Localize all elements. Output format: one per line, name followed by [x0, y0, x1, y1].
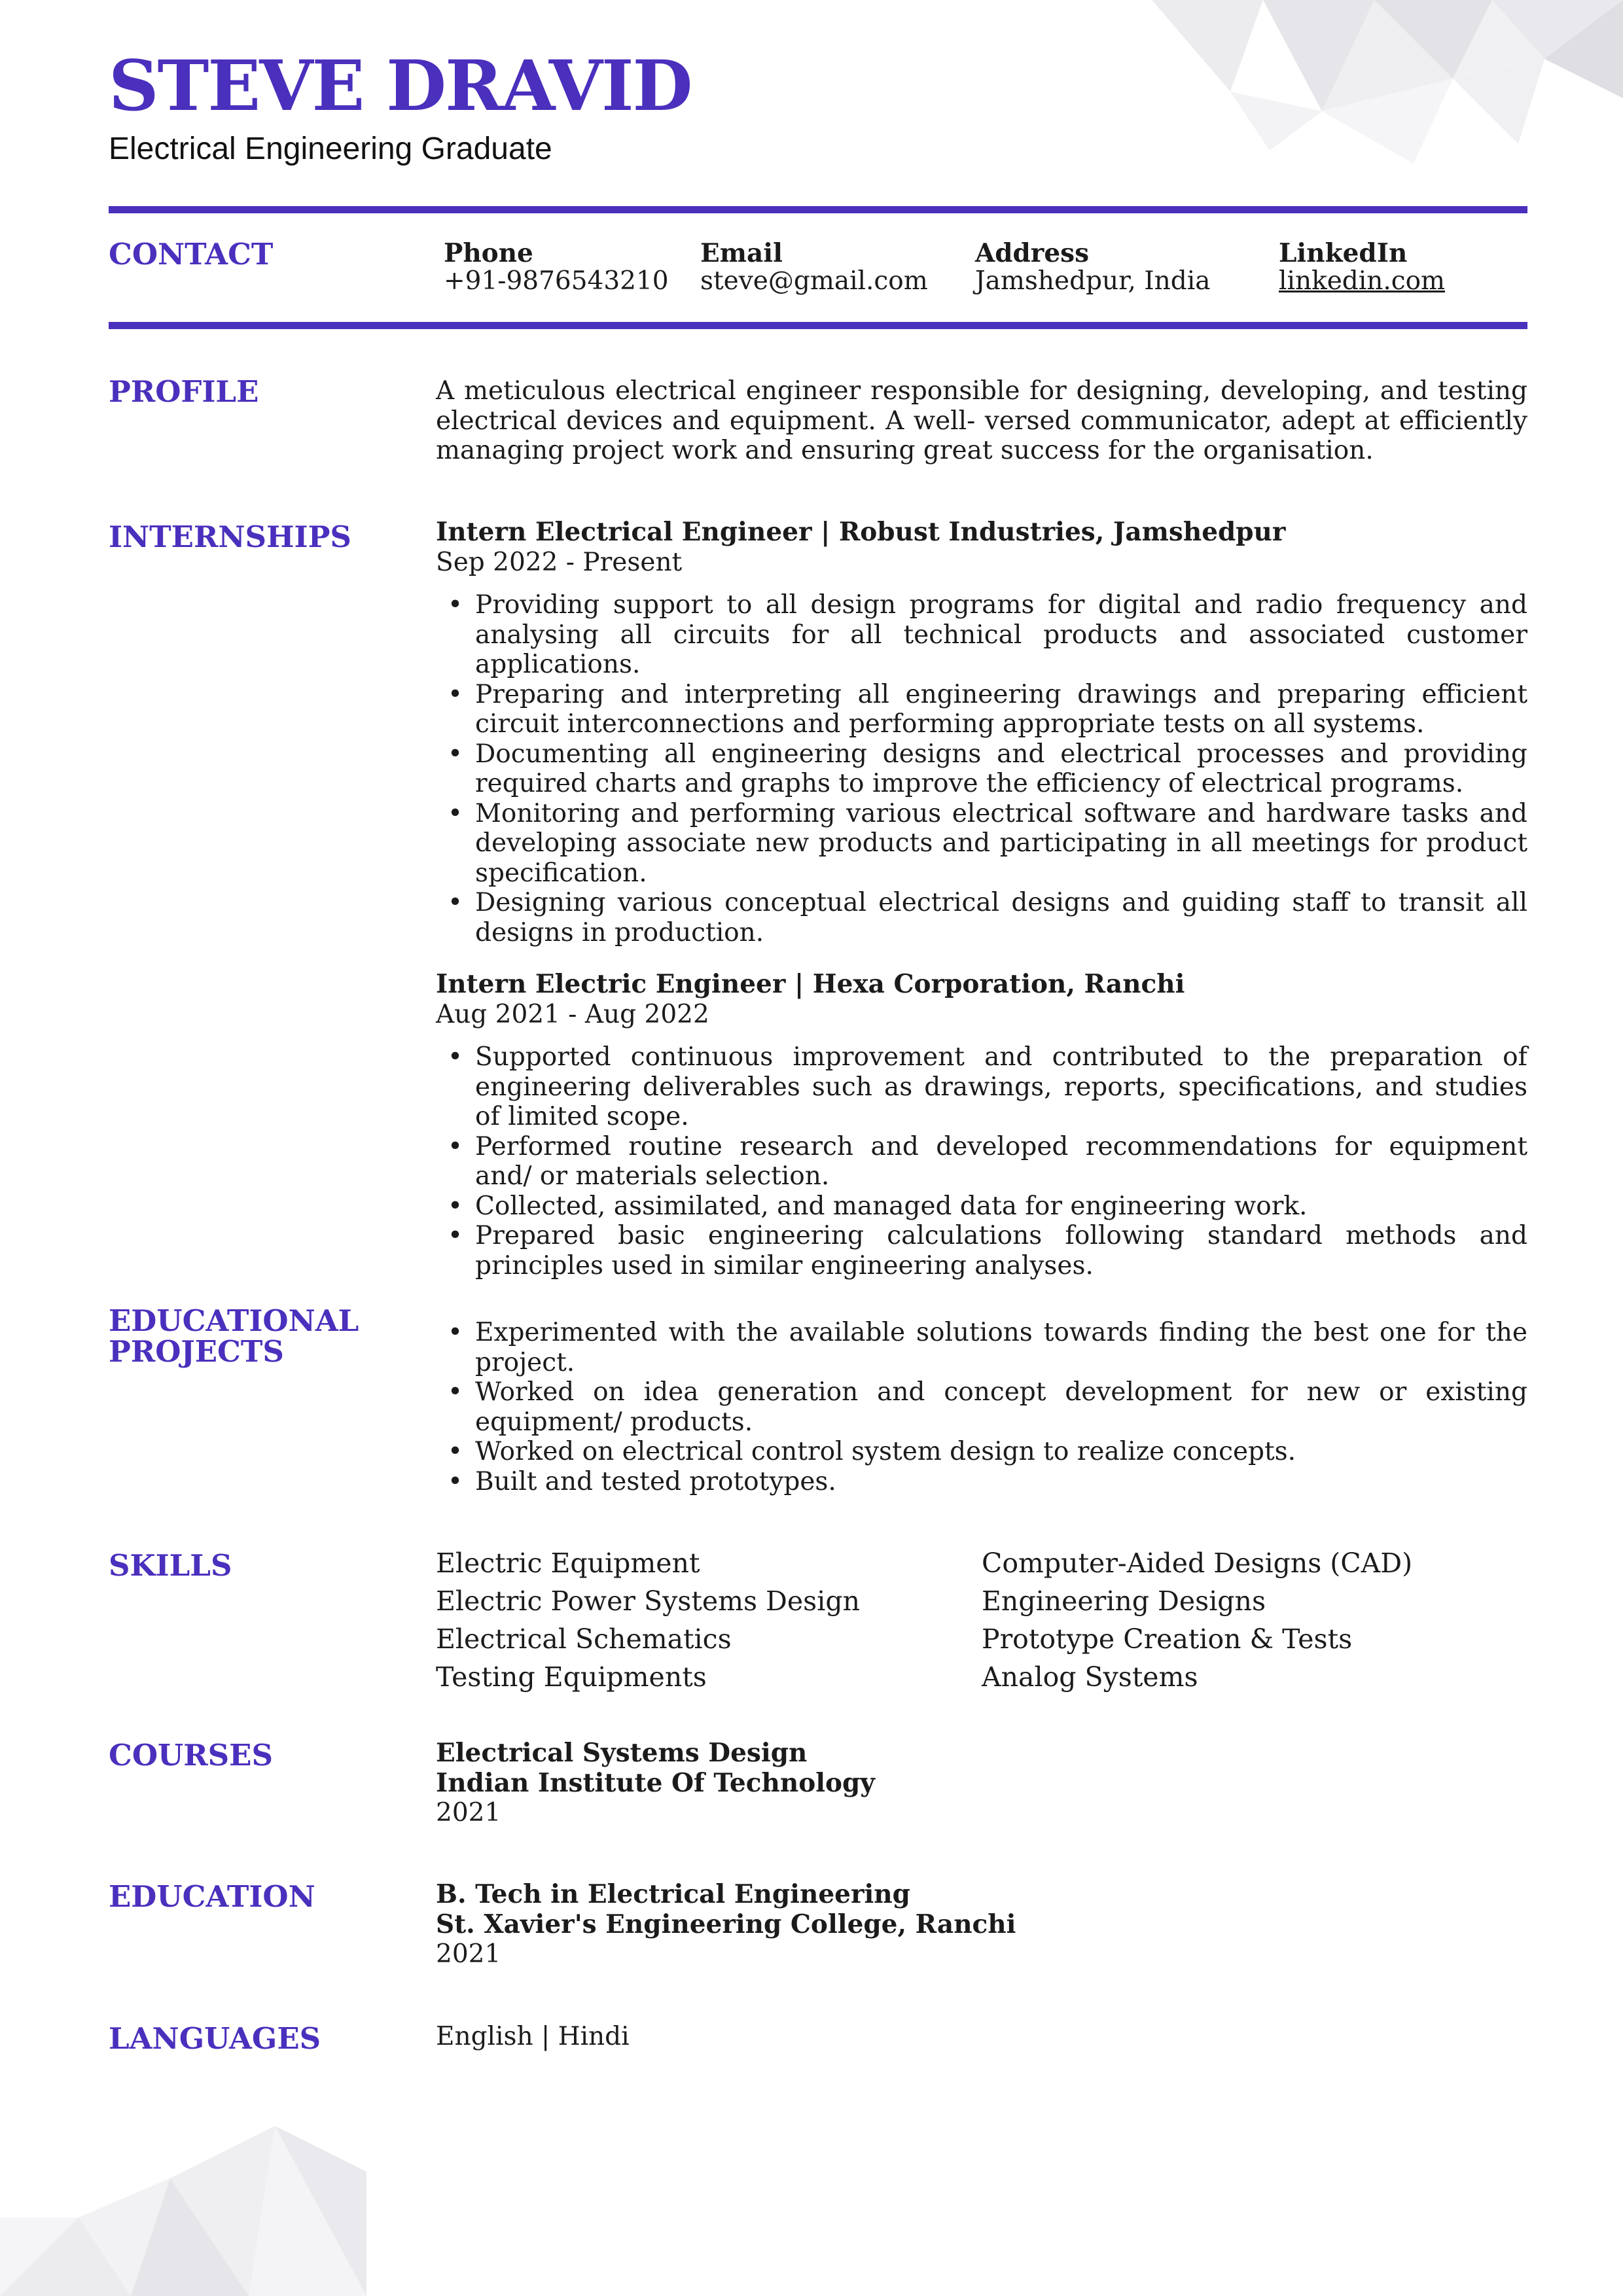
skill-item: Electrical Schematics [436, 1623, 732, 1655]
contact-address [975, 239, 1211, 296]
decorative-triangles-bottom [0, 2100, 419, 2296]
internship-1-title: Intern Electrical Engineer | Robust Industries, Jamshedpur [436, 517, 1286, 547]
internship-2 [436, 970, 1527, 1280]
education-degree: B. Tech in Electrical Engineering [436, 1879, 910, 1909]
course-year: 2021 [436, 1798, 501, 1828]
divider-bottom [109, 322, 1527, 329]
address-value: Jamshedpur, India [975, 266, 1211, 296]
contact-phone [444, 239, 669, 296]
internship-2-title: Intern Electric Engineer | Hexa Corporation, Ranchi [436, 969, 1185, 999]
internships-heading: INTERNSHIPS [109, 520, 351, 554]
contact-email [700, 239, 928, 296]
internship-1-bullets [436, 590, 1527, 947]
internship-2-bullets [436, 1042, 1527, 1280]
projects-heading-line2: PROJECTS [109, 1333, 284, 1369]
projects-list [436, 1318, 1527, 1496]
contact-heading: CONTACT [109, 237, 274, 272]
internship-2-dates: Aug 2021 - Aug 2022 [436, 999, 709, 1029]
skills-heading: SKILLS [109, 1548, 232, 1583]
email-label: Email [700, 238, 783, 268]
list-item: • Experimented with the available solutions towards finding the best one for the project. [436, 1318, 1527, 1377]
languages-value: English | Hindi [436, 2022, 630, 2051]
skills-column-2 [982, 1544, 1412, 1696]
address-label: Address [975, 238, 1090, 268]
list-item: • Collected, assimilated, and managed data for engineering work. [436, 1192, 1527, 1222]
course-entry [436, 1739, 1527, 1828]
education-entry [436, 1880, 1527, 1969]
education-heading: EDUCATION [109, 1879, 315, 1914]
candidate-name: STEVE DRAVID [109, 44, 692, 126]
list-item: • Performed routine research and developed recommendations for equipment and/ or materials selection. [436, 1132, 1527, 1192]
projects-heading-line1: EDUCATIONAL [109, 1303, 359, 1338]
education-year: 2021 [436, 1939, 501, 1969]
education-institution: St. Xavier's Engineering College, Ranchi [436, 1909, 1016, 1939]
linkedin-label: LinkedIn [1279, 238, 1408, 268]
course-name: Electrical Systems Design [436, 1738, 808, 1768]
skill-item: Prototype Creation & Tests [982, 1623, 1353, 1655]
contact-linkedin [1279, 239, 1445, 296]
list-item: • Designing various conceptual electrical designs and guiding staff to transit all designs in production. [436, 888, 1527, 947]
skill-item: Computer-Aided Designs (CAD) [982, 1547, 1413, 1579]
list-item: • Prepared basic engineering calculations following standard methods and principles used in similar engineering analyses. [436, 1221, 1527, 1280]
skill-item: Engineering Designs [982, 1585, 1266, 1617]
list-item: • Supported continuous improvement and contributed to the preparation of engineering deliverables such as drawings, reports, specifications, and studies of limited scope. [436, 1042, 1527, 1132]
phone-value: +91-9876543210 [444, 266, 669, 296]
linkedin-link[interactable]: linkedin.com [1279, 266, 1446, 296]
list-item: • Built and tested prototypes. [436, 1467, 1527, 1497]
internship-1-dates: Sep 2022 - Present [436, 547, 683, 577]
projects-heading [109, 1303, 359, 1369]
internship-1 [436, 518, 1527, 947]
decorative-triangles-top [955, 0, 1623, 170]
skills-column-1 [436, 1544, 860, 1696]
projects-bullets [436, 1318, 1527, 1496]
list-item: • Providing support to all design programs for digital and radio frequency and analysing all circuits for all technical products and associated customer applications. [436, 590, 1527, 680]
list-item: • Worked on electrical control system design to realize concepts. [436, 1437, 1527, 1467]
profile-heading: PROFILE [109, 374, 259, 409]
candidate-title: Electrical Engineering Graduate [109, 132, 552, 166]
list-item: • Preparing and interpreting all engineering drawings and preparing efficient circuit interconnections and performing appropriate tests on all systems. [436, 680, 1527, 739]
profile-text: A meticulous electrical engineer responsible for designing, developing, and testing electrical devices and equipment. A well- versed communicator, adept at efficiently managing project work and ensuring great success for the organisation. [436, 376, 1527, 465]
skill-item: Testing Equipments [436, 1661, 707, 1693]
email-value: steve@gmail.com [700, 266, 928, 296]
skill-item: Electric Equipment [436, 1547, 700, 1579]
skill-item: Analog Systems [982, 1661, 1198, 1693]
course-institution: Indian Institute Of Technology [436, 1767, 875, 1798]
courses-heading: COURSES [109, 1738, 273, 1773]
list-item: • Worked on idea generation and concept development for new or existing equipment/ products. [436, 1377, 1527, 1437]
divider-top [109, 206, 1527, 213]
list-item: • Monitoring and performing various electrical software and hardware tasks and developing associate new products and participating in all meetings for product specification. [436, 799, 1527, 889]
phone-label: Phone [444, 238, 533, 268]
languages-heading: LANGUAGES [109, 2021, 321, 2056]
skill-item: Electric Power Systems Design [436, 1585, 860, 1617]
list-item: • Documenting all engineering designs and electrical processes and providing required charts and graphs to improve the efficiency of electrical programs. [436, 739, 1527, 799]
